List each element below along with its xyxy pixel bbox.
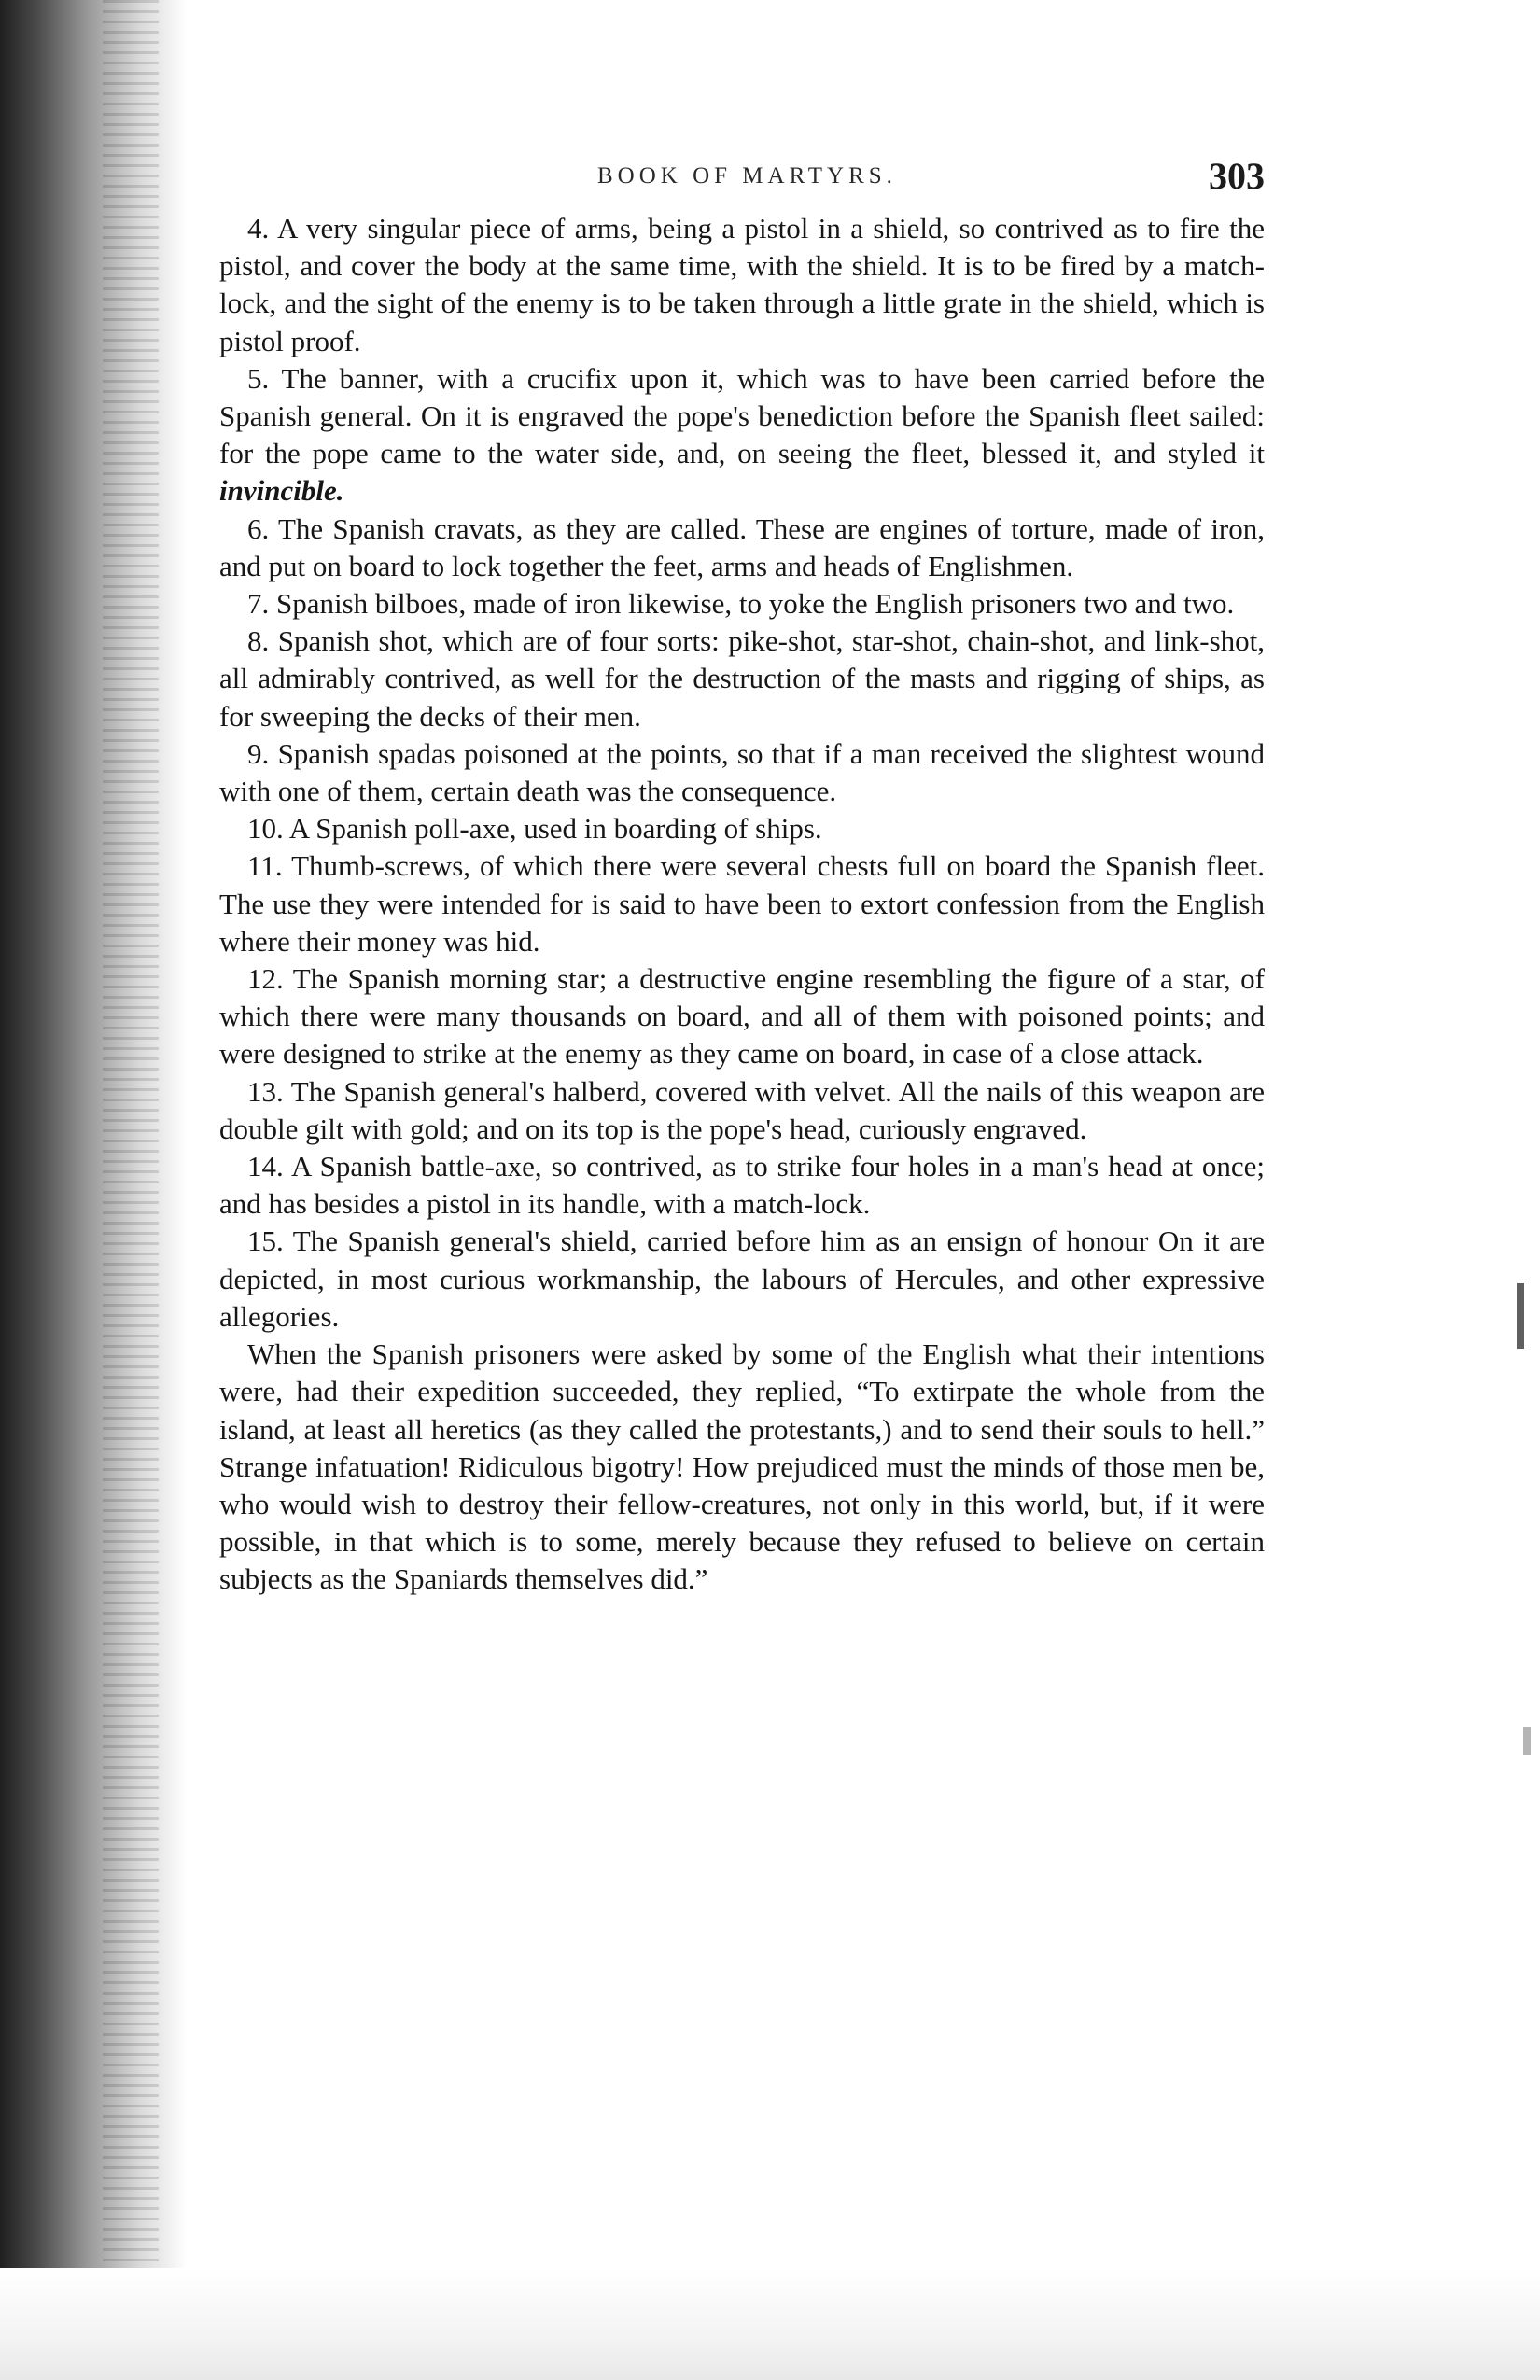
list-item [219,847,1265,960]
list-item [219,1148,1265,1223]
item-text: The Spanish cravats, as they are called. These are engines of torture, made of iron, and put on board to lock together the feet, arms and heads of Englishmen. [219,511,1265,582]
list-item [219,810,1265,847]
item-text: The Spanish morning star; a destructive engine resembling the figure of a star, of which there were many thousands on board, and all of them with poisoned points; and were designed to strike at the enemy as they came on board, in case of a close attack. [219,962,1265,1071]
list-item [219,623,1265,735]
item-number: 12. [247,962,284,996]
item-text: Spanish shot, which are of four sorts: pike-shot, star-shot, chain-shot, and link-shot, all admirably contrived, as well for the destruction of the masts and rigging of ships, as for sweeping the decks of their men. [219,624,1266,733]
item-text: The Spanish general's shield, carried before him as an ensign of honour On it are depicted, in most curious workmanship, the labours of Hercules, and other expressive allegories. [219,1225,1265,1333]
scan-left-edge [0,0,187,2380]
scan-binding-streaks [103,0,159,2380]
item-number: 8. [247,624,270,658]
list-item [219,735,1265,810]
item-text: Thumb-screws, of which there were several chests full on board the Spanish fleet. The use they were intended for is said to have been to extort confession from the English where their money was hid. [219,849,1265,958]
item-number: 7. [247,587,270,621]
list-item [219,360,1265,511]
list-item [219,1073,1265,1148]
page-number: 303 [1209,155,1265,197]
item-text: A Spanish battle-axe, so contrived, as to strike four holes in a man's head at once; and has besides a pistol in its handle, with a match-lock. [219,1150,1265,1221]
item-number: 15. [247,1225,284,1258]
list-item [219,960,1265,1073]
item-number: 6. [247,511,270,545]
body-text [219,210,1265,1599]
list-item [219,585,1265,623]
item-text: A Spanish poll-axe, used in boarding of ships. [288,812,822,846]
item-number: 11. [247,849,283,883]
item-number: 4. [247,212,270,245]
running-head [219,154,1265,210]
item-text: A very singular piece of arms, being a pistol in a shield, so contrived as to fire the pistol, and cover the body at the same time, with the shield. It is to be fired by a match-lock, and the sight of the enemy is to be taken through a little grate in the shield, which is pistol proof. [219,212,1265,357]
list-item [219,1223,1265,1336]
item-number: 5. [247,361,270,395]
item-text: The banner, with a crucifix upon it, which was to have been carried before the Spanish general. On it is engraved the pope's benediction before the Spanish fleet sailed: for the pope came to the water side, and, on seeing the fleet, blessed it, and styled it [219,361,1265,470]
list-item [219,210,1265,360]
margin-mark [1523,1727,1531,1755]
list-item [219,511,1265,585]
item-text: Spanish spadas poisoned at the points, so that if a man received the slightest wound with one of them, certain death was the consequence. [219,736,1266,808]
item-text: The Spanish general's halberd, covered with velvet. All the nails of this weapon are double gilt with gold; and on its top is the pope's head, curiously engraved. [219,1074,1265,1145]
margin-mark [1517,1283,1524,1349]
item-number: 9. [247,736,270,770]
book-page [219,154,1265,1599]
item-number: 10. [247,812,284,846]
item-text: Spanish bilboes, made of iron likewise, to yoke the English prisoners two and two. [276,587,1235,621]
item-number: 14. [247,1150,284,1183]
item-emphasis: invincible. [219,474,344,508]
running-title: BOOK OF MARTYRS. [597,163,897,189]
scan-bottom-edge [0,2268,1540,2380]
closing-paragraph: When the Spanish prisoners were asked by some of the English what their intentions were, had their expedition succeeded, they replied, “To extirpate the whole from the island, at least all heretics (as they called the protestants,) and to send their souls to hell.” Strange infatuation! Ridiculous bigotry! How prejudiced must the minds of those men be, who would wish to destroy their fellow-creatures, not only in this world, but, if it were possible, in that which is to some, merely because they refused to believe on certain subjects as the Spaniards themselves did.” [219,1337,1265,1596]
item-number: 13. [247,1074,284,1108]
